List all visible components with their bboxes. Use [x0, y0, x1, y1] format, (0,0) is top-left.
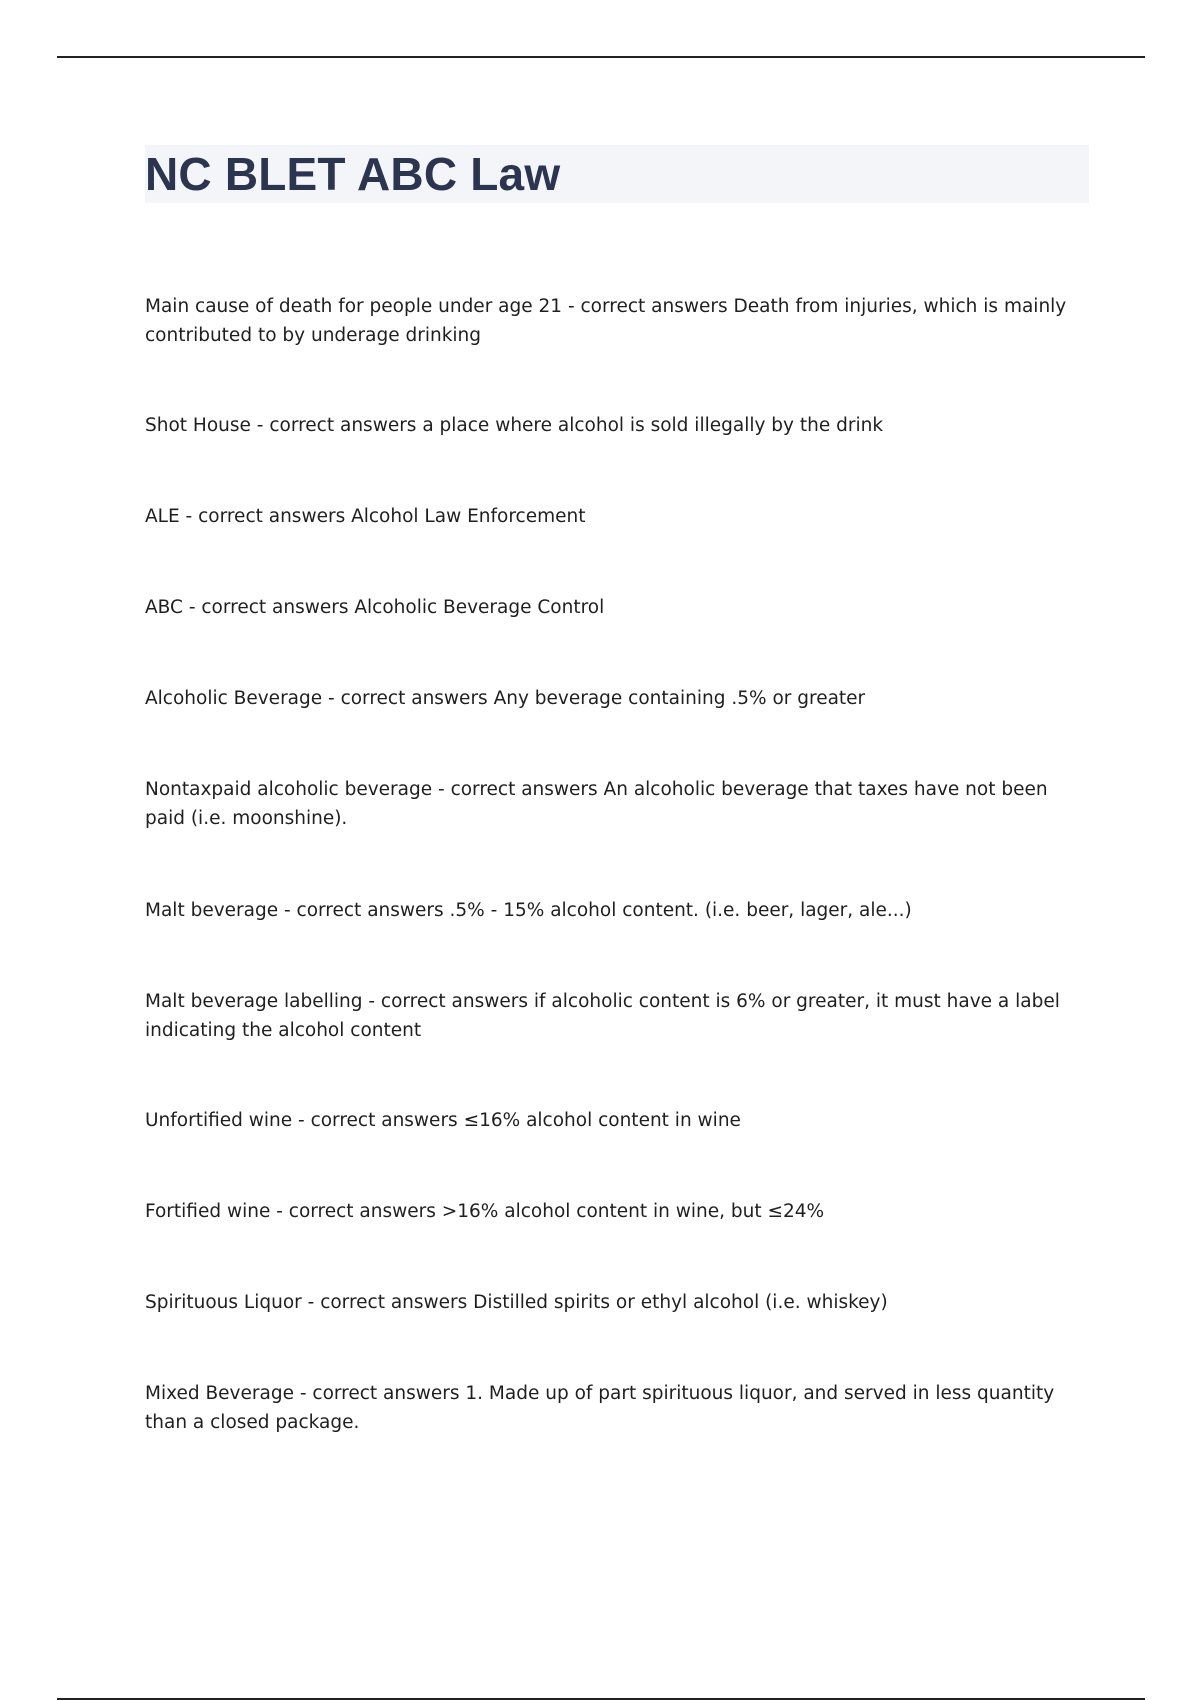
qa-entry-9: Unfortified wine - correct answers ≤16% alcohol content in wine	[145, 1110, 741, 1131]
qa-entry-4: ABC - correct answers Alcoholic Beverage Control	[145, 597, 605, 618]
qa-entry-2: Shot House - correct answers a place where alcohol is sold illegally by the drink	[145, 415, 884, 436]
page-title: NC BLET ABC Law	[145, 148, 561, 200]
qa-entry-12: Mixed Beverage - correct answers 1. Made up of part spirituous liquor, and served in less quantity than a closed package.	[145, 1383, 1055, 1433]
qa-entry-10: Fortified wine - correct answers >16% alcohol content in wine, but ≤24%	[145, 1201, 825, 1222]
qa-entry-7: Malt beverage - correct answers .5% - 15% alcohol content. (i.e. beer, lager, ale...)	[145, 900, 912, 921]
qa-entry-5: Alcoholic Beverage - correct answers Any beverage containing .5% or greater	[145, 688, 866, 709]
title-banner	[145, 145, 1089, 203]
qa-entry-11: Spirituous Liquor - correct answers Distilled spirits or ethyl alcohol (i.e. whiskey)	[145, 1292, 888, 1313]
qa-entry-8: Malt beverage labelling - correct answers if alcoholic content is 6% or greater, it must have a label indicating the alcohol content	[145, 991, 1060, 1041]
qa-entry-3: ALE - correct answers Alcohol Law Enforcement	[145, 506, 586, 527]
qa-entry-6: Nontaxpaid alcoholic beverage - correct answers An alcoholic beverage that taxes have not been paid (i.e. moonshine).	[145, 779, 1048, 829]
top-divider	[57, 56, 1145, 58]
qa-entry-1: Main cause of death for people under age 21 - correct answers Death from injuries, which is mainly contributed to by underage drinking	[145, 296, 1067, 346]
